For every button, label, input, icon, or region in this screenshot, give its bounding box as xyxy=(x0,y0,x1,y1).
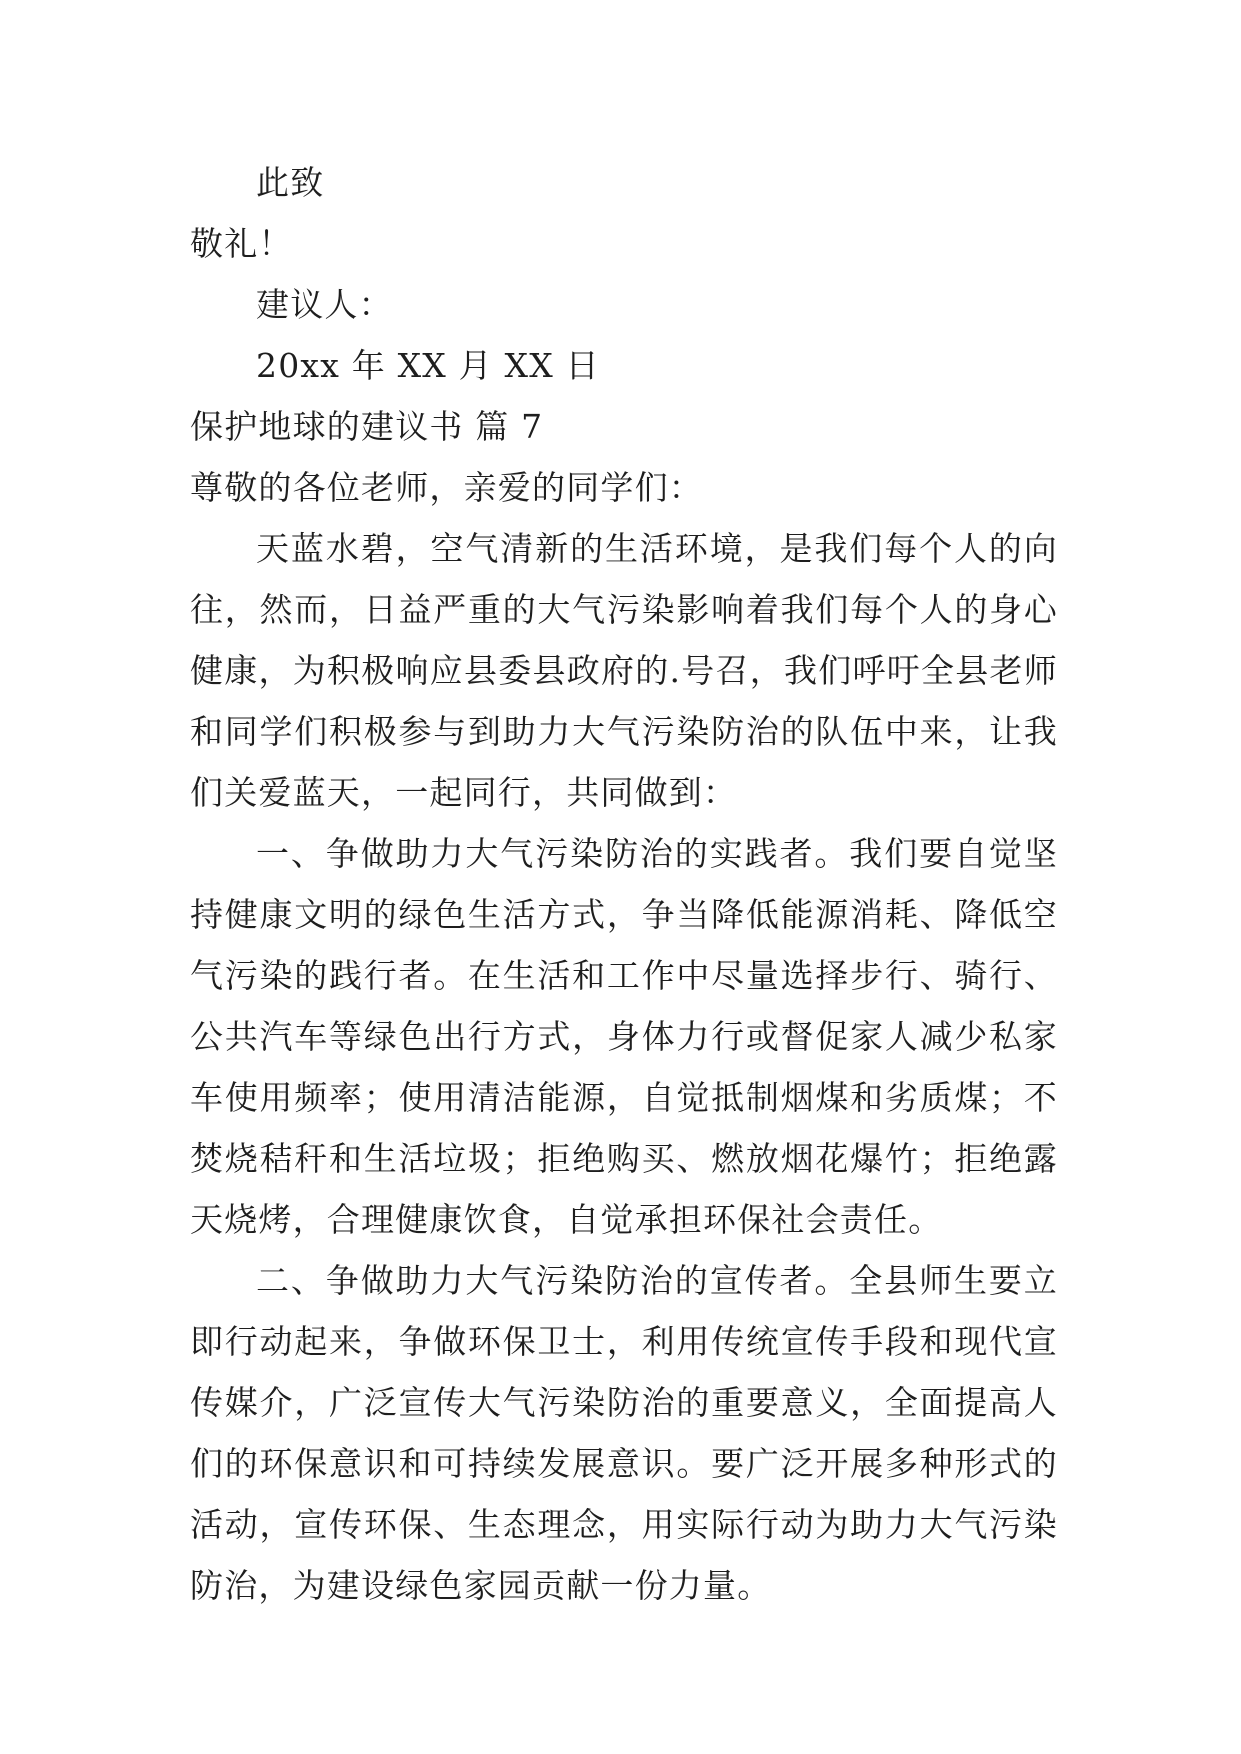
letter-date: 20xx 年 XX 月 XX 日 xyxy=(256,346,600,385)
signer-label: 建议人： xyxy=(256,285,393,324)
closing-salutation: 此致 xyxy=(256,163,325,202)
greeting: 尊敬的各位老师，亲爱的同学们： xyxy=(190,468,703,507)
paragraph-promoter: 二、争做助力大气污染防治的宣传者。全县师生要立即行动起来，争做环保卫士，利用传统宣传手段和现代宣传媒介，广泛宣传大气污染防治的重要意义，全面提高人们的环保意识和可持续发展意识。要广泛开展多种形式的活动，宣传环保、生态理念，用实际行动为助力大气污染防治，为建设绿色家园贡献一份力量。 xyxy=(190,1261,1058,1605)
paragraph-intro: 天蓝水碧，空气清新的生活环境，是我们每个人的向往，然而，日益严重的大气污染影响着我们每个人的身心健康，为积极响应县委县政府的.号召，我们呼吁全县老师和同学们积极参与到助力大气污染防治的队伍中来，让我们关爱蓝天，一起同行，共同做到： xyxy=(190,529,1058,812)
section-title: 保护地球的建议书 篇 7 xyxy=(190,407,544,446)
closing-regards: 敬礼！ xyxy=(190,224,293,263)
paragraph-practitioner: 一、争做助力大气污染防治的实践者。我们要自觉坚持健康文明的绿色生活方式，争当降低能源消耗、降低空气污染的践行者。在生活和工作中尽量选择步行、骑行、公共汽车等绿色出行方式，身体力行或督促家人减少私家车使用频率；使用清洁能源，自觉抵制烟煤和劣质煤；不焚烧秸秆和生活垃圾；拒绝购买、燃放烟花爆竹；拒绝露天烧烤，合理健康饮食，自觉承担环保社会责任。 xyxy=(190,834,1058,1239)
document-body xyxy=(190,152,1058,1616)
